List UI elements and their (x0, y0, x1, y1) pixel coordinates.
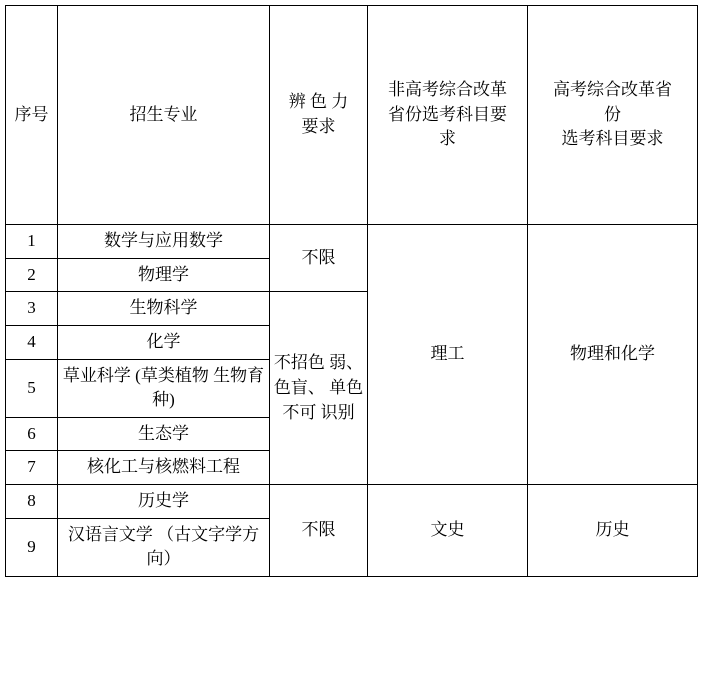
row-major: 数学与应用数学 (58, 225, 270, 259)
row-number: 5 (6, 359, 58, 417)
row-number: 3 (6, 292, 58, 326)
row-major-line-2: 生物育种) (152, 365, 265, 410)
header-cell-non-reform (368, 6, 528, 225)
header-non-reform-line-1: 非高考综合改革 (388, 80, 507, 100)
row-major-line-2: （古文字学方向） (146, 524, 260, 569)
row-major: 生态学 (58, 417, 270, 451)
row-major-line-1: 汉语言文学 (67, 524, 153, 544)
color-restricted-line-2: 弱、色盲、 (273, 353, 364, 397)
row-number: 8 (6, 485, 58, 519)
row-major: 生物科学 (58, 292, 270, 326)
row-major: 化学 (58, 325, 270, 359)
table-header-row (6, 6, 698, 225)
header-non-reform-line-3: 求 (439, 129, 456, 149)
color-vision-restricted (270, 292, 368, 485)
row-number: 1 (6, 225, 58, 259)
row-major (58, 518, 270, 576)
header-non-reform-line-2: 省份选考科目要 (388, 104, 507, 124)
reform-physics-chemistry: 物理和化学 (528, 225, 698, 485)
color-vision-unrestricted-top: 不限 (270, 225, 368, 292)
table-row (6, 485, 698, 519)
row-major-line-1: 草业科学 (草类植物 (62, 365, 209, 385)
color-restricted-line-3: 单色不可 (282, 377, 364, 422)
color-vision-unrestricted-bottom: 不限 (270, 485, 368, 577)
color-restricted-line-4: 识别 (320, 402, 355, 422)
reform-history: 历史 (528, 485, 698, 577)
row-number: 4 (6, 325, 58, 359)
majors-table (5, 5, 698, 577)
header-major-line: 招生专业 (129, 104, 198, 124)
row-number: 7 (6, 451, 58, 485)
row-major: 核化工与核燃料工程 (58, 451, 270, 485)
row-number: 9 (6, 518, 58, 576)
header-cell-no (6, 6, 58, 225)
header-cell-major (58, 6, 270, 225)
header-no-line: 序号 (14, 104, 49, 124)
header-cell-color-vision (270, 6, 368, 225)
header-reform-line-2: 份 (604, 104, 621, 124)
header-reform-line-3: 选考科目要求 (561, 129, 664, 149)
non-reform-science: 理工 (368, 225, 528, 485)
header-color-line-1: 辨 色 力 (288, 92, 349, 112)
header-cell-reform (528, 6, 698, 225)
color-restricted-line-1: 不招色 (273, 353, 325, 373)
row-major (58, 359, 270, 417)
row-number: 6 (6, 417, 58, 451)
table-row (6, 225, 698, 259)
non-reform-arts: 文史 (368, 485, 528, 577)
row-major: 历史学 (58, 485, 270, 519)
row-number: 2 (6, 258, 58, 292)
header-reform-line-1: 高考综合改革省 (553, 80, 672, 100)
header-color-line-2: 要求 (301, 117, 336, 136)
row-major: 物理学 (58, 258, 270, 292)
